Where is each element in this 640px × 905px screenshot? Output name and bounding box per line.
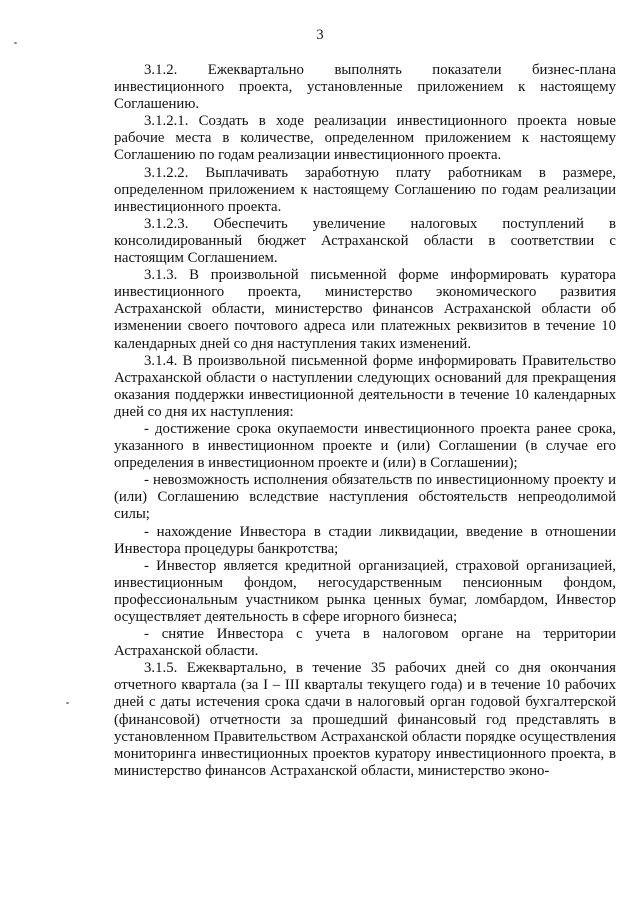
paragraph-3-1-4: 3.1.4. В произвольной письменной форме информировать Правительство Астраханской области о наступлении следующих оснований для прекращения оказания поддержки инвестиционной деятельности в течение 10 календарных дней со дня их наступления: — [114, 352, 616, 420]
document-body — [114, 62, 616, 780]
paragraph-3-1-2-2: 3.1.2.2. Выплачивать заработную плату работникам в размере, определенном приложением к настоящему Соглашению по годам реализации инвестиционного проекта. — [114, 164, 616, 215]
page-number: 3 — [316, 27, 324, 43]
paragraph-3-1-5: 3.1.5. Ежеквартально, в течение 35 рабочих дней со дня окончания отчетного квартала (за I – III кварталы текущего года) и в течение 10 рабочих дней с даты истечения срока сдачи в налоговый орган годовой бухгалтерской (финансовой) отчетности за прошедший финансовый год представлять в установленном Правительством Астраханской области порядке осуществления мониторинга инвестиционных проектов куратору инвестиционного проекта, в министерство финансов Астраханской области, министерство эконо- — [114, 660, 616, 779]
list-item-liquidation: - нахождение Инвестора в стадии ликвидации, введение в отношении Инвестора процедуры банкротства; — [114, 523, 616, 557]
list-item-force-majeure: - невозможность исполнения обязательств по инвестиционному проекту и (или) Соглашению вследствие наступления обстоятельств непреодолимой силы; — [114, 472, 616, 523]
paragraph-3-1-2-3: 3.1.2.3. Обеспечить увеличение налоговых поступлений в консолидированный бюджет Астраханской области в соответствии с настоящим Соглашением. — [114, 215, 616, 267]
list-item-tax-deregistration: - снятие Инвестора с учета в налоговом органе на территории Астраханской области. — [114, 626, 616, 660]
list-item-payback: - достижение срока окупаемости инвестиционного проекта ранее срока, указанного в инвестиционном проекте и (или) Соглашении (в случае его определения в инвестиционном проекте и (или) в Соглашении); — [114, 420, 616, 472]
list-item-financial-org: - Инвестор является кредитной организацией, страховой организацией, инвестиционным фондом, негосударственным пенсионным фондом, профессиональным участником рынка ценных бумаг, ломбардом, Инвестор осуществляет деятельность в сфере игорного бизнеса; — [114, 557, 616, 625]
scan-speck-middle — [66, 702, 69, 704]
paragraph-3-1-2: 3.1.2. Ежеквартально выполнять показатели бизнес-плана инвестиционного проекта, установленные приложением к настоящему Соглашению. — [114, 62, 616, 113]
paragraph-3-1-3: 3.1.3. В произвольной письменной форме информировать куратора инвестиционного проекта, министерство экономического развития Астраханской области, министерство финансов Астраханской области об изменении своего почтового адреса или платежных реквизитов в течение 10 календарных дней со дня наступления таких изменений. — [114, 267, 616, 352]
scan-speck-top — [14, 42, 17, 44]
paragraph-3-1-2-1: 3.1.2.1. Создать в ходе реализации инвестиционного проекта новые рабочие места в количестве, определенном приложением к настоящему Соглашению по годам реализации инвестиционного проекта. — [114, 113, 616, 164]
